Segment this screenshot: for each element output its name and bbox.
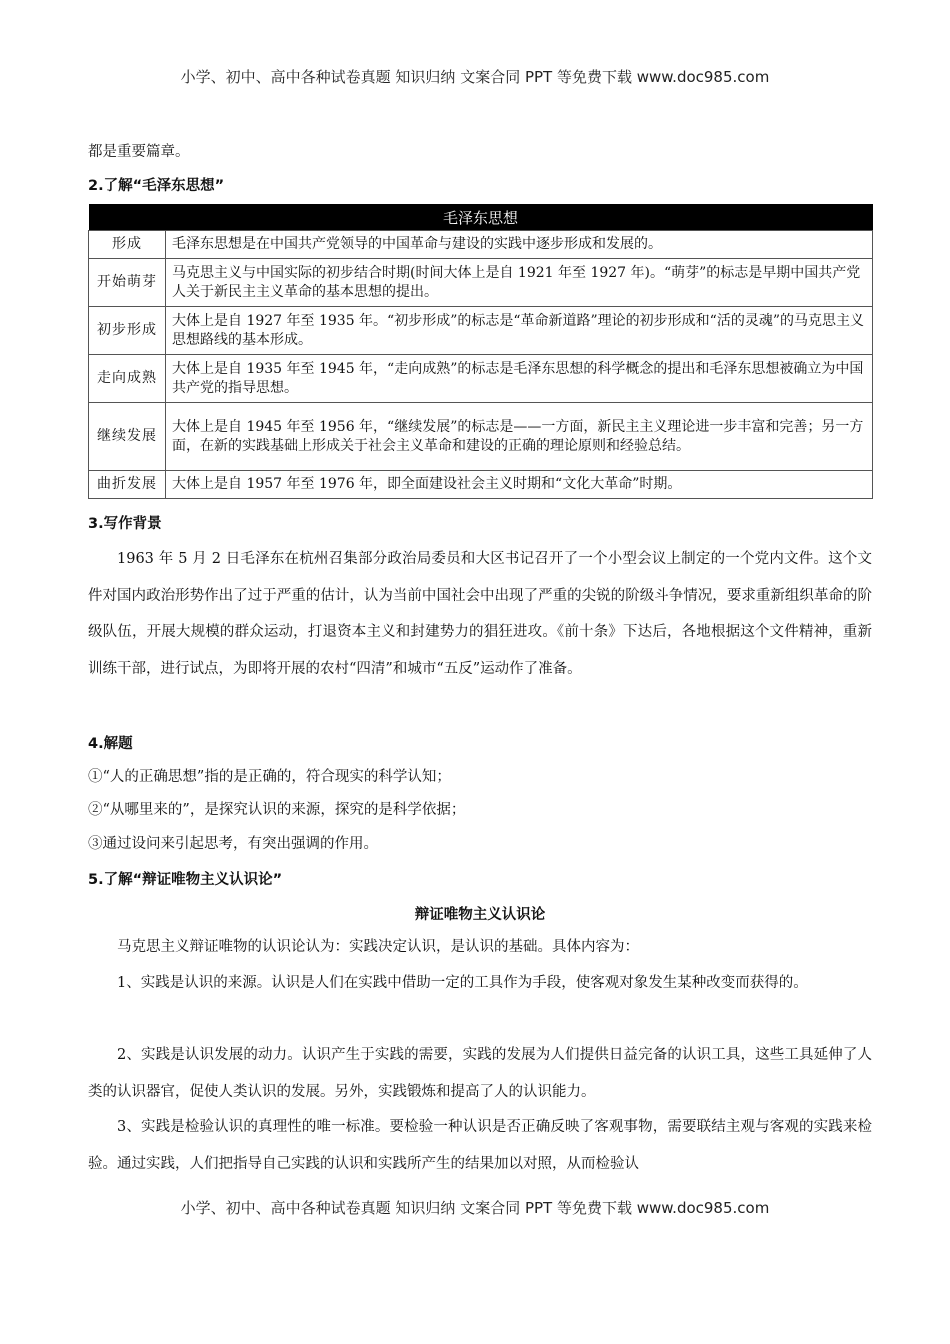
page-footer: 小学、初中、高中各种试卷真题 知识归纳 文案合同 PPT 等免费下载 www.doc985.com — [180, 1199, 770, 1217]
mao-thought-table — [88, 204, 873, 499]
row-value: 马克思主义与中国实际的初步结合时期(时间大体上是自 1921 年至 1927 年)。“萌芽”的标志是早期中国共产党人关于新民主主义革命的基本思想的提出。 — [166, 259, 873, 307]
row-key: 继续发展 — [89, 403, 166, 471]
paragraph: 3、实践是检验认识的真理性的唯一标准。要检验一种认识是否正确反映了客观事物，需要联结主观与客观的实践来检验。通过实践，人们把指导自己实践的认识和实践所产生的结果加以对照，从而检验认 — [88, 1119, 872, 1172]
table-title: 毛泽东思想 — [89, 204, 873, 231]
intro-text: 都是重要篇章。 — [88, 144, 190, 160]
section-3-heading: 3.写作背景 — [88, 516, 162, 532]
row-key: 初步形成 — [89, 307, 166, 355]
section-5-title: 辩证唯物主义认识论 — [414, 907, 546, 923]
row-key: 走向成熟 — [89, 355, 166, 403]
paragraph: 2、实践是认识发展的动力。认识产生于实践的需要，实践的发展为人们提供日益完备的认识工具，这些工具延伸了人类的认识器官，促使人类认识的发展。另外，实践锻炼和提高了人的认识能力。 — [88, 1047, 872, 1100]
paragraph: 马克思主义辩证唯物的认识论认为：实践决定认识，是认识的基础。具体内容为： — [117, 939, 639, 955]
row-value: 大体上是自 1957 年至 1976 年，即全面建设社会主义时期和“文化大革命”时期。 — [166, 471, 873, 499]
explain-3: ③通过设问来引起思考，有突出强调的作用。 — [88, 836, 378, 852]
row-key: 开始萌芽 — [89, 259, 166, 307]
row-value: 大体上是自 1945 年至 1956 年，“继续发展”的标志是——一方面，新民主主义理论进一步丰富和完善；另一方面，在新的实践基础上形成关于社会主义革命和建设的正确的理论原则和经验总结。 — [166, 403, 873, 471]
background-paragraph: 1963 年 5 月 2 日毛泽东在杭州召集部分政治局委员和大区书记召开了一个小型会议上制定的一个党内文件。这个文件对国内政治形势作出了过于严重的估计，认为当前中国社会中出现了严重的尖锐的阶级斗争情况，要求重新组织革命的阶级队伍，开展大规模的群众运动，打退资本主义和封建势力的猖狂进攻。《前十条》下达后，各地根据这个文件精神，重新训练干部，进行试点，为即将开展的农村“四清”和城市“五反”运动作了准备。 — [88, 551, 872, 677]
row-value: 大体上是自 1935 年至 1945 年，“走向成熟”的标志是毛泽东思想的科学概念的提出和毛泽东思想被确立为中国共产党的指导思想。 — [166, 355, 873, 403]
explain-1: ①“人的正确思想”指的是正确的，符合现实的科学认知； — [88, 769, 451, 785]
section-4-heading: 4.解题 — [88, 736, 133, 752]
row-value: 毛泽东思想是在中国共产党领导的中国革命与建设的实践中逐步形成和发展的。 — [166, 231, 873, 259]
page-header: 小学、初中、高中各种试卷真题 知识归纳 文案合同 PPT 等免费下载 www.doc985.com — [180, 68, 770, 86]
section-2-heading: 2.了解“毛泽东思想” — [88, 178, 225, 194]
explain-2: ②“从哪里来的”，是探究认识的来源，探究的是科学依据； — [88, 802, 466, 818]
paragraph: 1、实践是认识的来源。认识是人们在实践中借助一定的工具作为手段，使客观对象发生某种改变而获得的。 — [117, 975, 808, 991]
section-5-heading: 5.了解“辩证唯物主义认识论” — [88, 872, 283, 888]
row-value: 大体上是自 1927 年至 1935 年。“初步形成”的标志是“革命新道路”理论的初步形成和“活的灵魂”的马克思主义思想路线的基本形成。 — [166, 307, 873, 355]
row-key: 形成 — [89, 231, 166, 259]
row-key: 曲折发展 — [89, 471, 166, 499]
